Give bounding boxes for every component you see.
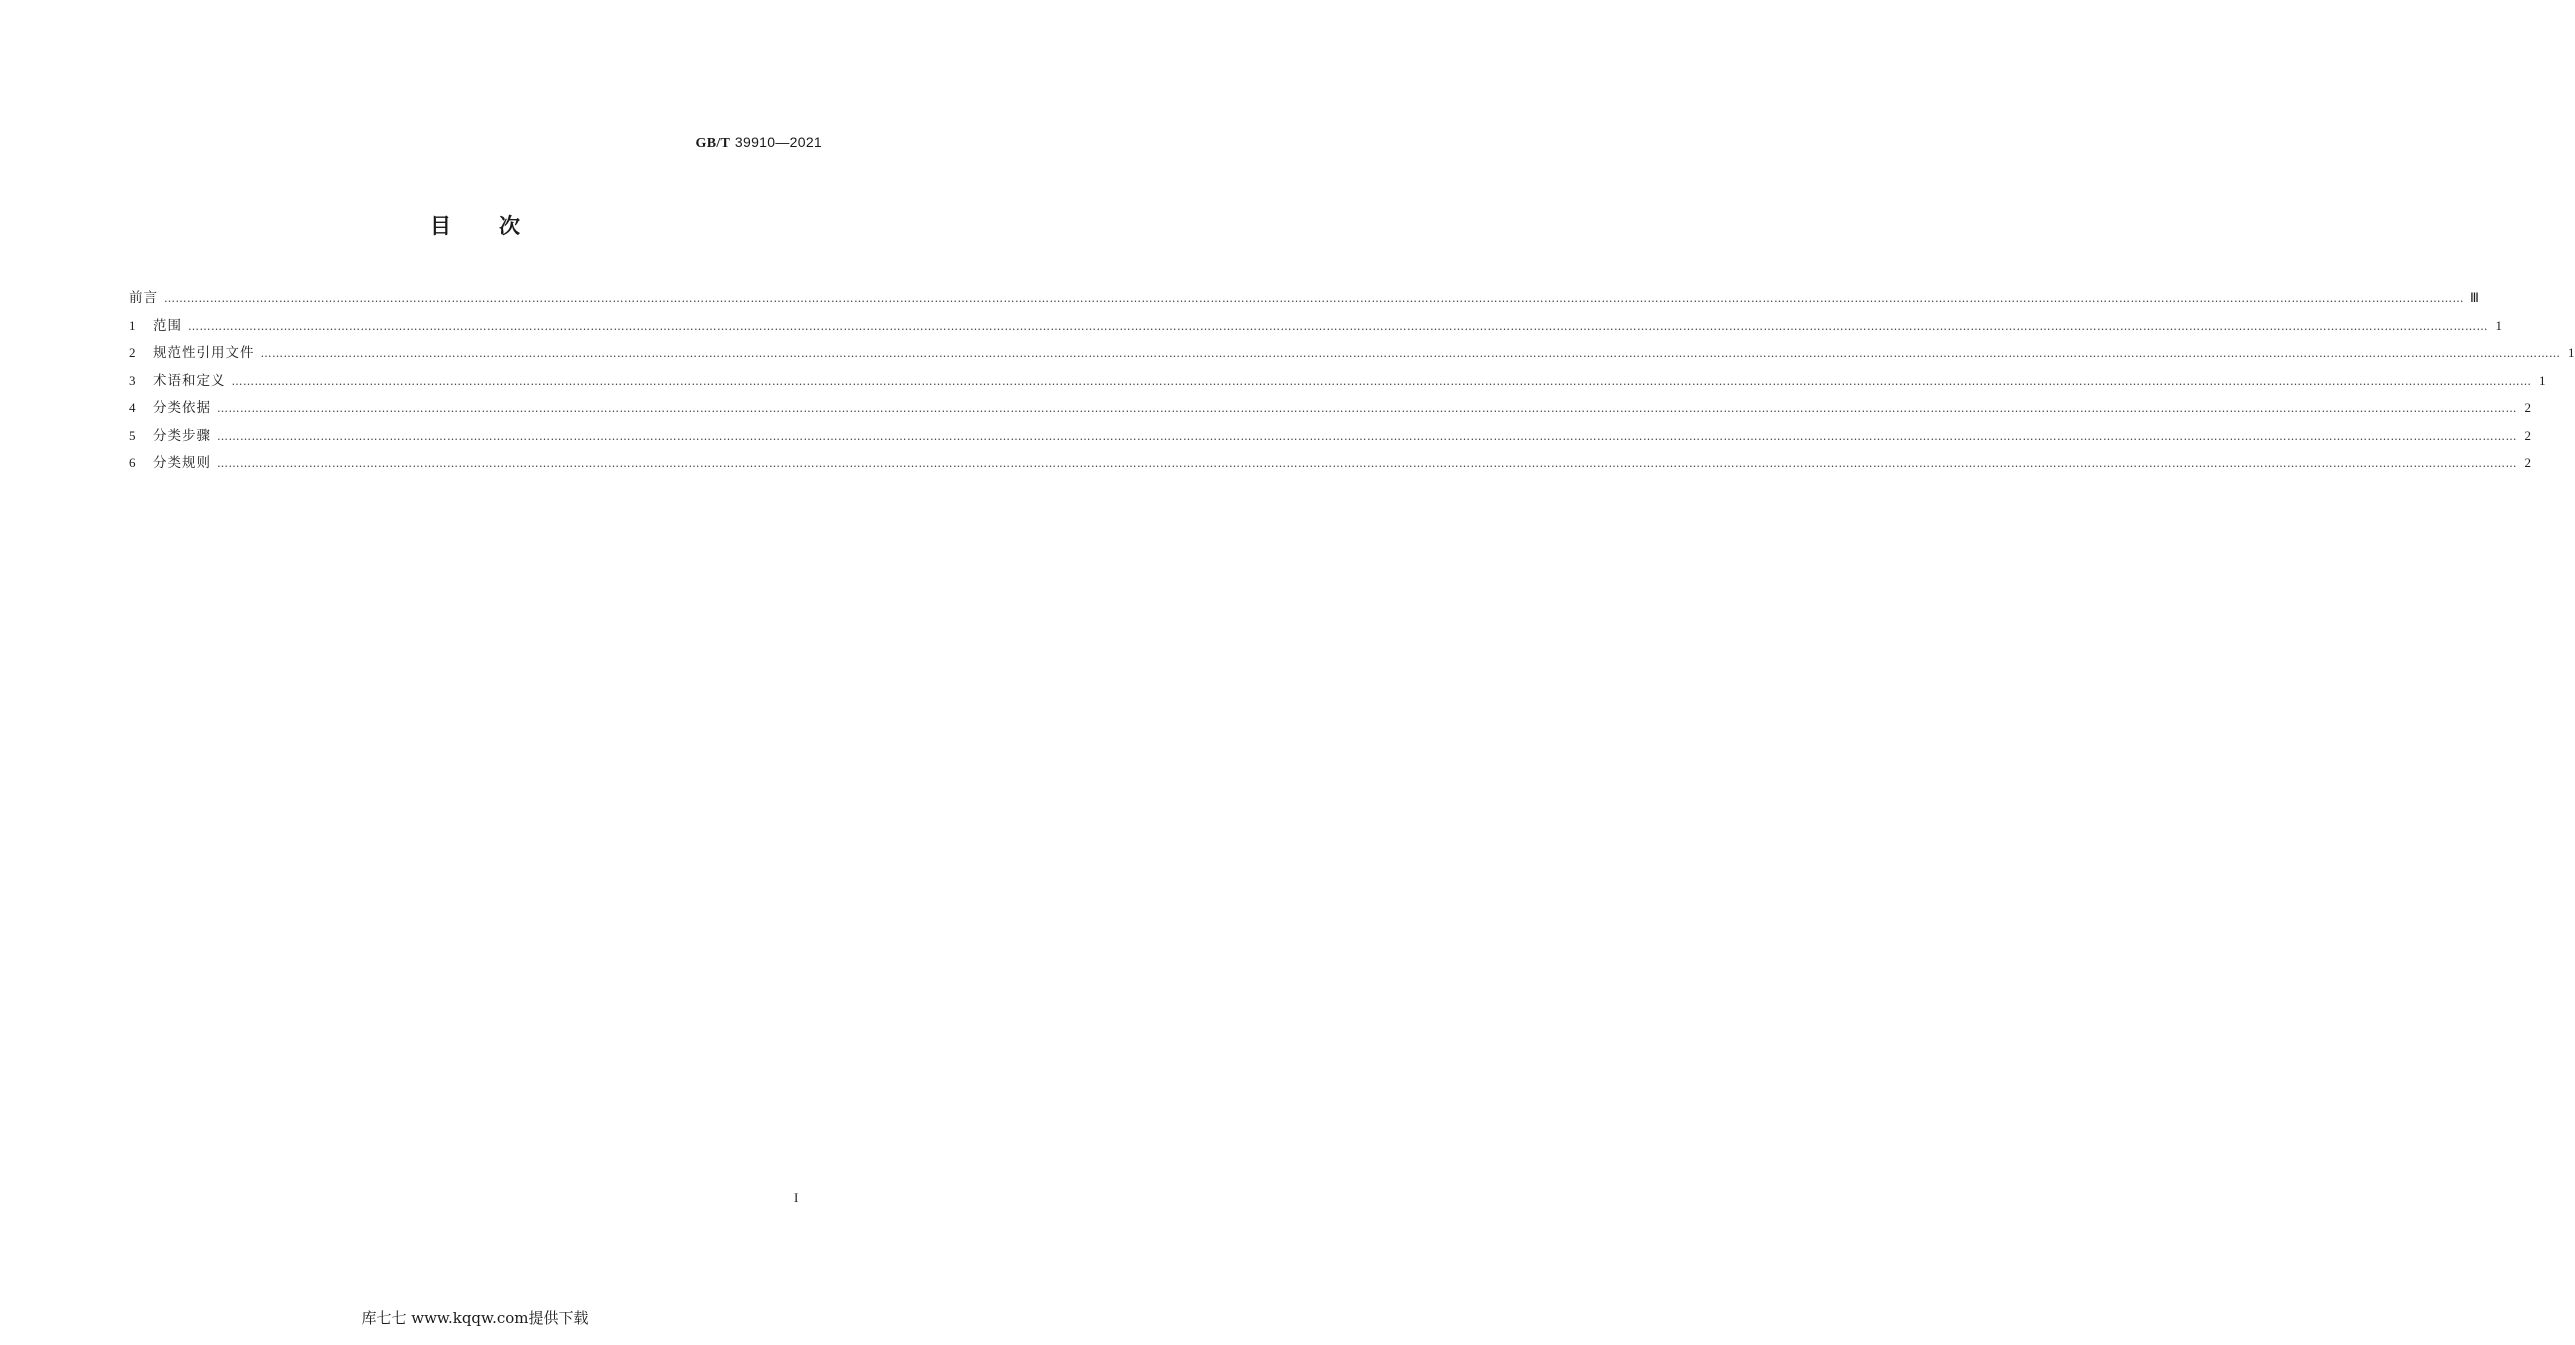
toc-number: 4 [129, 400, 136, 415]
toc-entry-terms[interactable] [129, 367, 2546, 395]
table-of-contents [129, 284, 2575, 477]
toc-entry-normative-references[interactable] [129, 339, 2575, 367]
toc-number: 2 [129, 345, 136, 360]
toc-label: 分类规则 [153, 455, 211, 471]
toc-leader: …………………………………………………………………………………………………………………………………………………………………………………………………………………………………………………………………………………………………………………………………………………………………………………………………………………………………………………………………………………………………………………………………………………… [217, 457, 2517, 470]
toc-entry-classification-basis[interactable] [129, 394, 2531, 422]
toc-page: 2 [2524, 400, 2531, 415]
toc-label: 规范性引用文件 [153, 345, 255, 361]
toc-label: 前言 [129, 290, 158, 306]
toc-page: 1 [2568, 345, 2575, 360]
toc-number: 6 [129, 455, 136, 470]
title-char-1: 目 [430, 214, 451, 238]
toc-page: 2 [2524, 455, 2531, 470]
toc-label: 分类步骤 [153, 427, 211, 444]
page-title [0, 210, 950, 240]
toc-page: 1 [2495, 317, 2502, 333]
toc-leader: …………………………………………………………………………………………………………………………………………………………………………………………………………………………………………………………………………………………………………………………………………………………………………………………………………………………………………………………………………………………………………………………………………………… [217, 429, 2517, 443]
toc-entry-scope[interactable] [129, 312, 2502, 340]
toc-number: 1 [129, 317, 136, 333]
toc-label: 范围 [153, 317, 182, 334]
title-char-2: 次 [499, 214, 520, 238]
page-number: I [794, 1190, 799, 1205]
standard-prefix: GB/T [695, 136, 731, 151]
toc-label: 术语和定义 [153, 372, 226, 389]
toc-entry-foreword[interactable] [129, 284, 2479, 312]
toc-leader: …………………………………………………………………………………………………………………………………………………………………………………………………………………………………………………………………………………………………………………………………………………………………………………………………………………………………………………………………………………………………………………………………………………… [217, 402, 2517, 415]
toc-page: 2 [2524, 427, 2531, 443]
footer-watermark: 库七七 www.kqqw.com提供下载 [361, 1309, 589, 1327]
toc-leader: …………………………………………………………………………………………………………………………………………………………………………………………………………………………………………………………………………………………………………………………………………………………………………………………………………………………………………………………………………………………………………………………………………………… [164, 292, 2464, 305]
toc-leader: …………………………………………………………………………………………………………………………………………………………………………………………………………………………………………………………………………………………………………………………………………………………………………………………………………………………………………………………………………………………………………………………………………………… [188, 319, 2488, 333]
toc-number: 5 [129, 427, 136, 443]
toc-page: Ⅲ [2470, 290, 2479, 305]
toc-leader: …………………………………………………………………………………………………………………………………………………………………………………………………………………………………………………………………………………………………………………………………………………………………………………………………………………………………………………………………………………………………………………………………………………… [260, 347, 2561, 360]
toc-number: 3 [129, 372, 136, 388]
toc-leader: …………………………………………………………………………………………………………………………………………………………………………………………………………………………………………………………………………………………………………………………………………………………………………………………………………………………………………………………………………………………………………………………………………………… [231, 374, 2532, 388]
toc-page: 1 [2539, 372, 2546, 388]
standard-code [696, 134, 823, 152]
toc-label: 分类依据 [153, 400, 211, 416]
toc-entry-classification-rules[interactable] [129, 449, 2531, 477]
toc-entry-classification-steps[interactable] [129, 422, 2531, 450]
standard-number: 39910—2021 [734, 134, 822, 150]
